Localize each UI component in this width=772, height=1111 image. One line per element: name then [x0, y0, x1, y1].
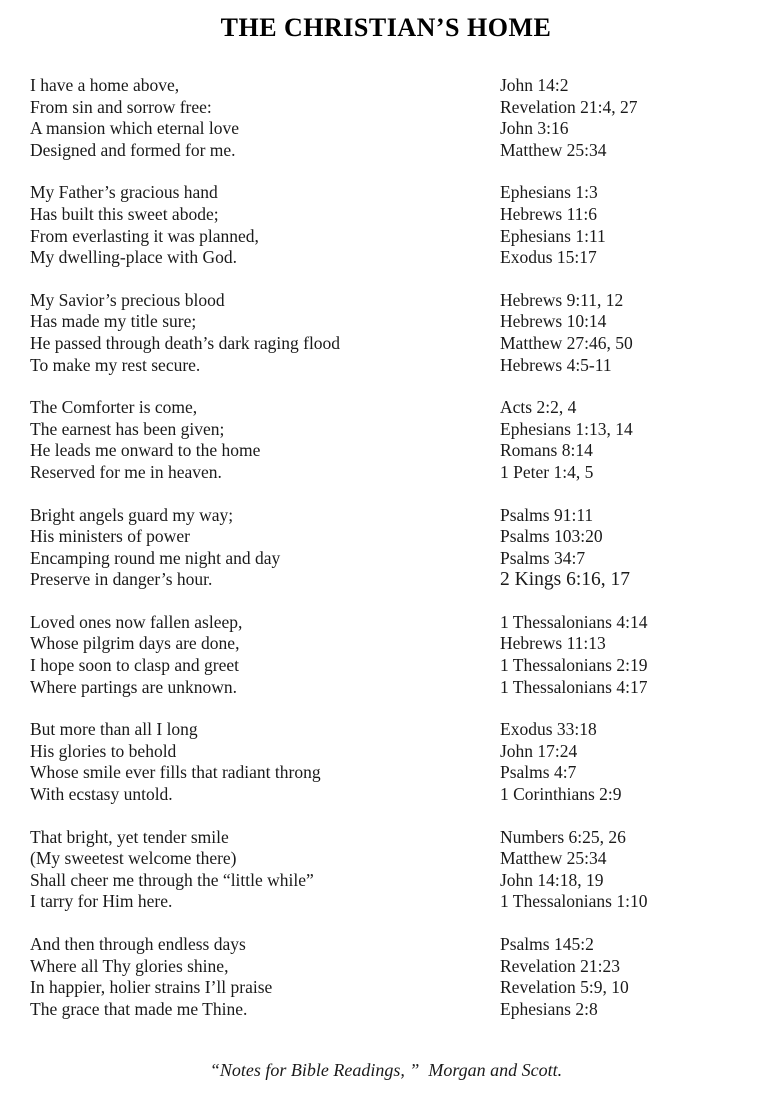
poem-line [30, 827, 742, 849]
verse-text: The Comforter is come, [30, 397, 198, 418]
stanza-9 [30, 934, 742, 1020]
scripture-reference: Exodus 33:18 [500, 719, 597, 740]
stanza-2 [30, 182, 742, 268]
verse-text: My Father’s gracious hand [30, 182, 218, 203]
verse-text: Loved ones now fallen asleep, [30, 611, 243, 632]
verse-text: But more than all I long [30, 719, 198, 740]
poem-line [30, 956, 742, 978]
poem-line [30, 719, 742, 741]
scripture-reference: Matthew 25:34 [500, 848, 607, 869]
poem-line [30, 97, 742, 119]
scripture-reference: Psalms 103:20 [500, 526, 603, 547]
poem-line [30, 204, 742, 226]
source-citation: “Notes for Bible Readings, ” Morgan and Scott. [209, 1060, 563, 1081]
verse-text: Bright angels guard my way; [30, 504, 234, 525]
verse-text: I have a home above, [30, 75, 180, 95]
verse-text: His glories to behold [30, 740, 177, 761]
scripture-reference: Numbers 6:25, 26 [500, 826, 626, 847]
poem-line [30, 977, 742, 999]
verse-text: Whose pilgrim days are done, [30, 633, 240, 654]
verse-text: With ecstasy untold. [30, 784, 173, 805]
scripture-reference: Exodus 15:17 [500, 247, 597, 268]
verse-text: I hope soon to clasp and greet [30, 655, 239, 676]
poem-line [30, 677, 742, 699]
poem-line [30, 419, 742, 441]
verse-text: His ministers of power [30, 526, 190, 547]
stanza-4 [30, 397, 742, 483]
verse-text: In happier, holier strains I’ll praise [30, 977, 273, 998]
poem-line [30, 848, 742, 870]
scripture-reference: Revelation 21:4, 27 [500, 96, 638, 117]
verse-text: Has made my title sure; [30, 311, 197, 332]
verse-text: From everlasting it was planned, [30, 225, 259, 246]
stanza-6 [30, 612, 742, 698]
verse-text: Shall cheer me through the “little while” [30, 869, 314, 890]
poem-line [30, 999, 742, 1021]
scripture-reference: Hebrews 9:11, 12 [500, 289, 624, 310]
verse-text: To make my rest secure. [30, 354, 201, 375]
poem-line [30, 741, 742, 763]
poem-line [30, 355, 742, 377]
scripture-reference: 1 Corinthians 2:9 [500, 784, 622, 805]
scripture-reference: Romans 8:14 [500, 440, 593, 461]
stanza-3 [30, 290, 742, 376]
poem-line [30, 548, 742, 570]
verse-text: He leads me onward to the home [30, 440, 261, 461]
page-title: THE CHRISTIAN’S HOME [220, 13, 552, 42]
poem-line [30, 655, 742, 677]
verse-text: The earnest has been given; [30, 418, 225, 439]
poem-line [30, 762, 742, 784]
verse-text: A mansion which eternal love [30, 118, 239, 139]
poem-line [30, 569, 742, 591]
scripture-reference: Psalms 4:7 [500, 762, 577, 783]
poem-line [30, 934, 742, 956]
stanza-5 [30, 505, 742, 591]
stanza-8 [30, 827, 742, 913]
scripture-reference: Ephesians 1:3 [500, 182, 598, 203]
poem-line [30, 612, 742, 634]
scripture-reference: Psalms 91:11 [500, 504, 594, 525]
poem-line [30, 333, 742, 355]
stanza-7 [30, 719, 742, 805]
scripture-reference: Psalms 145:2 [500, 934, 594, 954]
verse-text: Where partings are unknown. [30, 676, 238, 697]
scripture-reference: Ephesians 1:13, 14 [500, 418, 633, 439]
verse-text: My Savior’s precious blood [30, 289, 225, 310]
verse-text: The grace that made me Thine. [30, 998, 248, 1019]
poem-line [30, 311, 742, 333]
scripture-reference: Hebrews 11:6 [500, 203, 598, 224]
scripture-reference: 1 Thessalonians 2:19 [500, 655, 648, 676]
poem-line [30, 440, 742, 462]
scripture-reference: John 17:24 [500, 740, 578, 761]
poem-line [30, 226, 742, 248]
verse-text: Designed and formed for me. [30, 139, 236, 160]
poem-line [30, 784, 742, 806]
poem-line [30, 633, 742, 655]
poem-line [30, 140, 742, 162]
verse-text: Encamping round me night and day [30, 547, 281, 568]
scripture-reference: 1 Thessalonians 4:17 [500, 676, 648, 697]
scripture-reference: Acts 2:2, 4 [500, 397, 577, 418]
verse-text: Where all Thy glories shine, [30, 955, 229, 976]
verse-text: He passed through death’s dark raging flood [30, 332, 341, 353]
poem-line [30, 118, 742, 140]
scripture-reference: Psalms 34:7 [500, 547, 586, 568]
verse-text: Has built this sweet abode; [30, 203, 219, 224]
poem-line [30, 182, 742, 204]
verse-text: Preserve in danger’s hour. [30, 569, 213, 590]
poem-line [30, 290, 742, 312]
poem-line [30, 505, 742, 527]
verse-text: And then through endless days [30, 934, 246, 954]
scripture-reference: John 14:18, 19 [500, 869, 604, 890]
scripture-reference: John 14:2 [500, 75, 569, 95]
scripture-reference: Matthew 27:46, 50 [500, 332, 633, 353]
verse-text: My dwelling-place with God. [30, 247, 238, 268]
scripture-reference: 1 Thessalonians 1:10 [500, 891, 648, 912]
scripture-reference: Hebrews 10:14 [500, 311, 607, 332]
scripture-reference: 1 Peter 1:4, 5 [500, 461, 594, 482]
poem-line [30, 891, 742, 913]
verse-text: (My sweetest welcome there) [30, 848, 237, 869]
poem-line [30, 870, 742, 892]
scripture-reference: Matthew 25:34 [500, 139, 607, 160]
scripture-reference: Revelation 5:9, 10 [500, 977, 629, 998]
poem-body [30, 75, 742, 1020]
verse-text: From sin and sorrow free: [30, 96, 212, 117]
stanza-1 [30, 75, 742, 161]
scripture-reference: Hebrews 4:5-11 [500, 354, 612, 375]
verse-text: Whose smile ever fills that radiant throng [30, 762, 321, 783]
scripture-reference: 1 Thessalonians 4:14 [500, 611, 648, 632]
verse-text: I tarry for Him here. [30, 891, 173, 912]
verse-text: Reserved for me in heaven. [30, 461, 222, 482]
scripture-reference: John 3:16 [500, 118, 569, 139]
scripture-reference: 2 Kings 6:16, 17 [500, 569, 631, 591]
poem-line [30, 397, 742, 419]
poem-line [30, 247, 742, 269]
scripture-reference: Hebrews 11:13 [500, 633, 606, 654]
poem-line [30, 462, 742, 484]
poem-line [30, 526, 742, 548]
scripture-reference: Revelation 21:23 [500, 955, 621, 976]
scripture-reference: Ephesians 1:11 [500, 225, 606, 246]
scripture-reference: Ephesians 2:8 [500, 998, 598, 1019]
verse-text: That bright, yet tender smile [30, 826, 229, 847]
poem-line [30, 75, 742, 97]
